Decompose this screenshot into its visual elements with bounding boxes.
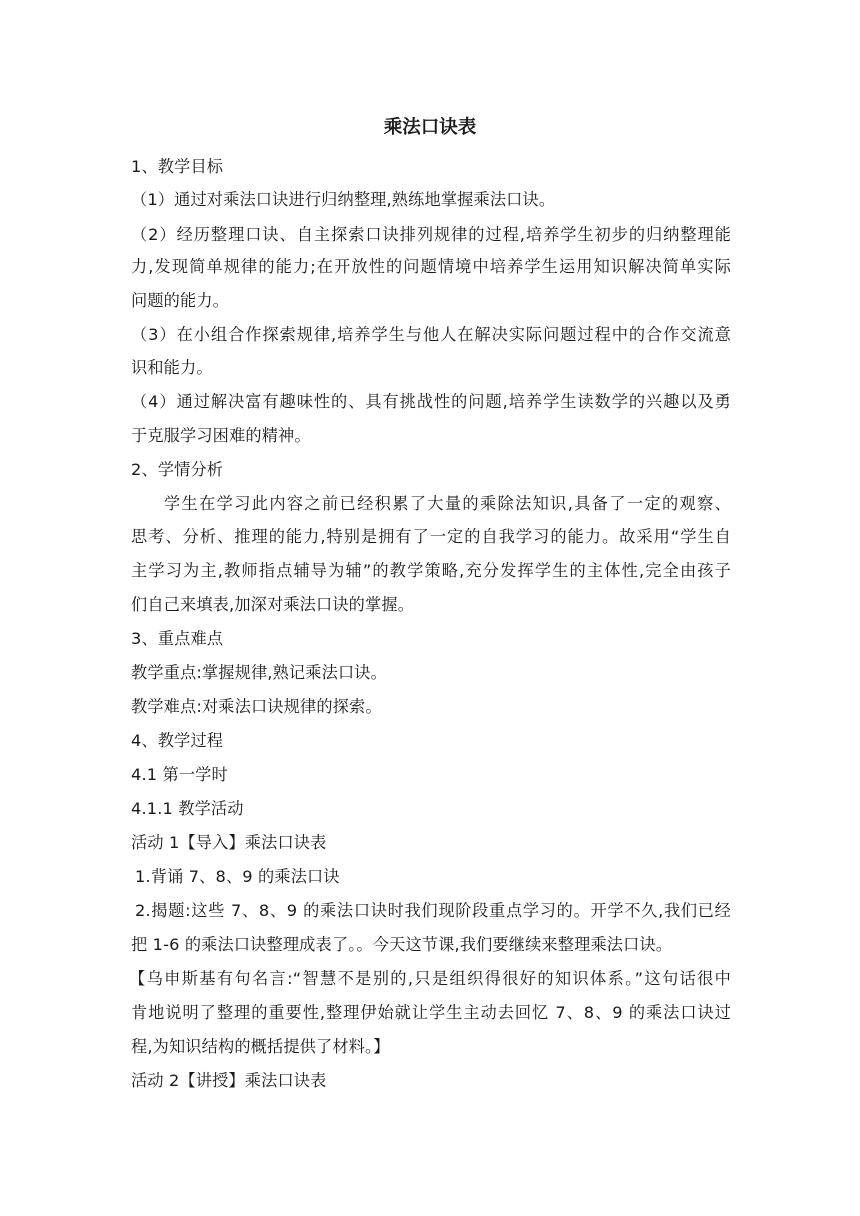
paragraph-line: 学生在学习此内容之前已经积累了大量的乘除法知识,具备了一定的观察、 <box>164 494 731 513</box>
section-heading: 3、重点难点 <box>131 629 224 648</box>
paragraph-line: （1）通过对乘法口诀进行归纳整理,熟练地掌握乘法口诀。 <box>131 190 556 209</box>
paragraph-line: （2）经历整理口诀、自主探索口诀排列规律的过程,培养学生初步的归纳整理能 <box>131 225 731 244</box>
paragraph-line: 们自己来填表,加深对乘法口诀的掌握。 <box>131 595 415 614</box>
subsection-heading: 4.1 第一学时 <box>131 765 228 784</box>
paragraph-line: 于克服学习困难的精神。 <box>131 426 311 445</box>
paragraph-line: 2.揭题:这些 7、8、9 的乘法口诀时我们现阶段重点学习的。开学不久,我们已经 <box>135 901 731 920</box>
page-title: 乘法口诀表 <box>383 117 477 138</box>
paragraph-line: 教学难点:对乘法口诀规律的探索。 <box>131 697 382 716</box>
subsection-heading: 4.1.1 教学活动 <box>131 799 244 818</box>
paragraph-line: 问题的能力。 <box>131 291 230 310</box>
paragraph-line: 识和能力。 <box>131 358 213 377</box>
section-heading: 1、教学目标 <box>131 157 224 176</box>
paragraph-line: 肯地说明了整理的重要性,整理伊始就让学生主动去回忆 7、8、9 的乘法口诀过 <box>131 1003 731 1022</box>
paragraph-line: 【乌申斯基有句名言:“智慧不是别的,只是组织得很好的知识体系。”这句话很中 <box>129 969 731 988</box>
paragraph-line: 程,为知识结构的概括提供了材料。】 <box>131 1037 390 1056</box>
section-heading: 2、学情分析 <box>131 460 224 479</box>
paragraph-line: （4）通过解决富有趣味性的、具有挑战性的问题,培养学生读数学的兴趣以及勇 <box>131 392 731 411</box>
section-heading: 4、教学过程 <box>131 731 224 750</box>
activity-heading: 活动 2【讲授】乘法口诀表 <box>131 1071 327 1090</box>
paragraph-line: （3）在小组合作探索规律,培养学生与他人在解决实际问题过程中的合作交流意 <box>131 325 731 344</box>
paragraph-line: 把 1-6 的乘法口诀整理成表了。。今天这节课,我们要继续来整理乘法口诀。 <box>131 935 673 954</box>
paragraph-line: 思考、分析、推理的能力,特别是拥有了一定的自我学习的能力。故采用“学生自 <box>131 527 731 546</box>
paragraph-line: 主学习为主,教师指点辅导为辅”的教学策略,充分发挥学生的主体性,完全由孩子 <box>131 561 731 580</box>
paragraph-line: 力,发现简单规律的能力;在开放性的问题情境中培养学生运用知识解决简单实际 <box>131 257 731 276</box>
paragraph-line: 1.背诵 7、8、9 的乘法口诀 <box>135 867 340 886</box>
paragraph-line: 教学重点:掌握规律,熟记乘法口诀。 <box>131 663 387 682</box>
activity-heading: 活动 1【导入】乘法口诀表 <box>131 833 327 852</box>
